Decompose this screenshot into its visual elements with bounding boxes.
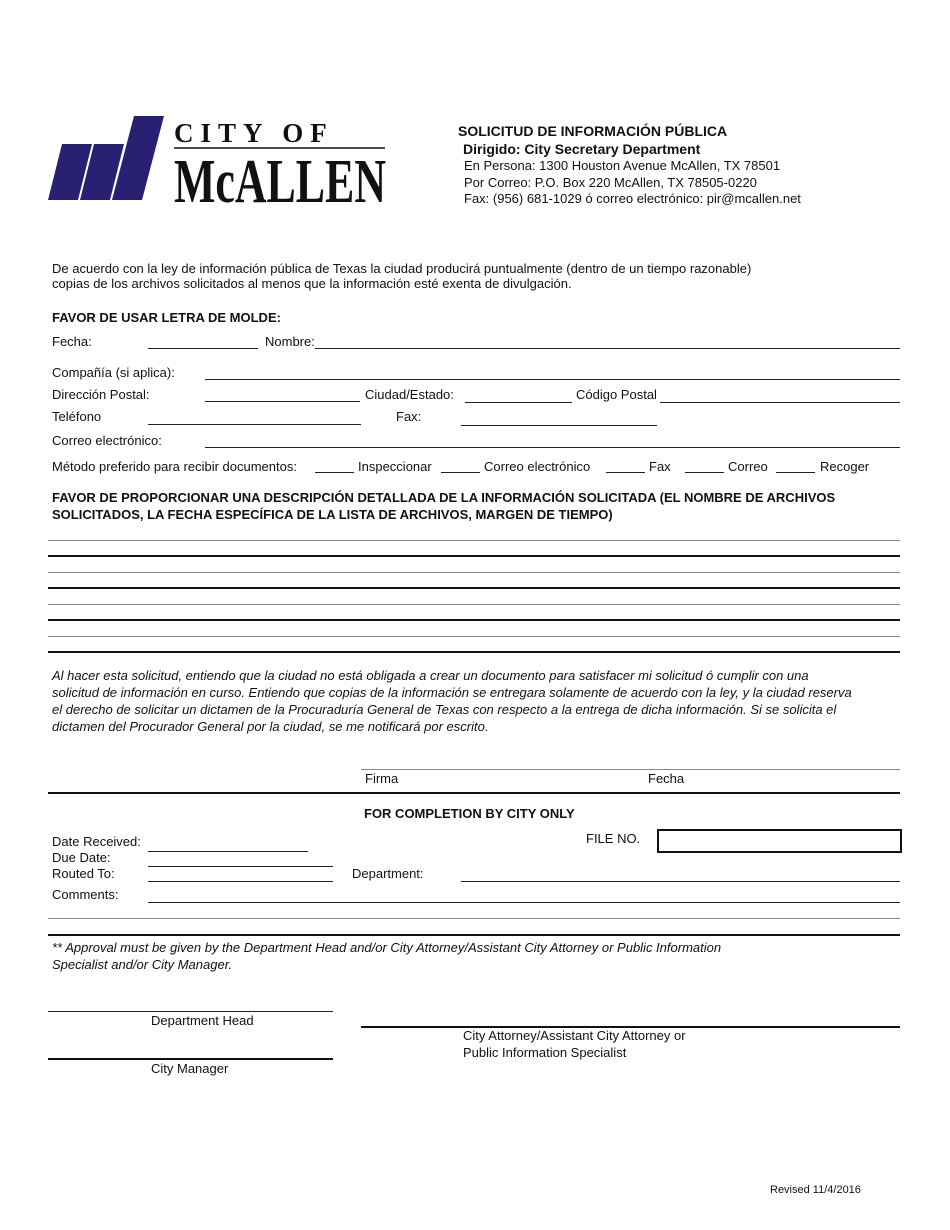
logo-text-main: McALLEN [174, 148, 386, 216]
fecha-signature-label: Fecha [648, 771, 685, 786]
option-correo: Correo [728, 459, 768, 474]
fecha-field[interactable] [148, 348, 258, 349]
nombre-label: Nombre: [265, 334, 315, 349]
in-person-address: En Persona: 1300 Houston Avenue McAllen, TX 78501 [464, 158, 781, 173]
file-no-field[interactable] [657, 829, 902, 853]
approval-note: Specialist and/or City Manager. [52, 957, 233, 972]
description-line[interactable] [48, 572, 900, 573]
routed-to-field[interactable] [148, 881, 333, 882]
city-manager-signature-field[interactable] [48, 1058, 333, 1060]
option-blank[interactable] [441, 472, 480, 473]
print-heading: FAVOR DE USAR LETRA DE MOLDE: [52, 310, 281, 325]
description-line[interactable] [48, 636, 900, 637]
ciudad-field[interactable] [465, 402, 572, 403]
file-no-label: FILE NO. [586, 831, 641, 846]
option-blank[interactable] [606, 472, 645, 473]
approval-note: ** Approval must be given by the Department Head and/or City Attorney/Assistant City Attorney or Public Information [52, 940, 722, 955]
fax-label: Fax: [396, 409, 422, 424]
option-recoger: Recoger [820, 459, 870, 474]
mail-address: Por Correo: P.O. Box 220 McAllen, TX 78505-0220 [464, 175, 757, 190]
correo-label: Correo electrónico: [52, 433, 162, 448]
compania-field[interactable] [205, 379, 900, 380]
codigo-field[interactable] [660, 402, 900, 403]
description-line[interactable] [48, 651, 900, 653]
description-line[interactable] [48, 604, 900, 605]
directed-to: Dirigido: City Secretary Department [463, 141, 701, 157]
firma-label: Firma [365, 771, 399, 786]
date-received-label: Date Received: [52, 834, 141, 849]
option-correo-electronico: Correo electrónico [484, 459, 591, 474]
ciudad-label: Ciudad/Estado: [365, 387, 454, 402]
dept-head-label: Department Head [151, 1013, 254, 1028]
description-line[interactable] [48, 555, 900, 557]
city-only-heading: FOR COMPLETION BY CITY ONLY [364, 806, 575, 821]
description-heading: SOLICITADOS, LA FECHA ESPECÍFICA DE LA LISTA DE ARCHIVOS, MARGEN DE TIEMPO) [52, 507, 613, 522]
routed-to-label: Routed To: [52, 866, 115, 881]
form-title: SOLICITUD DE INFORMACIÓN PÚBLICA [458, 123, 728, 139]
department-field[interactable] [461, 881, 900, 882]
intro-line: copias de los archivos solicitados al menos que la información esté exenta de divulgación. [52, 276, 572, 291]
department-label: Department: [352, 866, 424, 881]
fax-field[interactable] [461, 425, 657, 426]
date-received-field[interactable] [148, 851, 308, 852]
description-line[interactable] [48, 540, 900, 541]
dept-head-signature-field[interactable] [48, 1011, 333, 1012]
disclaimer-line: solicitud de información en curso. Entiendo que copias de la información se entregara solamente de acuerdo con la ley, y la ciudad reserva [52, 685, 852, 700]
intro-line: De acuerdo con la ley de información pública de Texas la ciudad producirá puntualmente (dentro de un tiempo razonable) [52, 261, 752, 276]
divider [48, 792, 900, 794]
option-fax: Fax [649, 459, 671, 474]
direccion-label: Dirección Postal: [52, 387, 150, 402]
description-heading: FAVOR DE PROPORCIONAR UNA DESCRIPCIÓN DETALLADA DE LA INFORMACIÓN SOLICITADA (EL NOMBRE DE ARCHIVOS [52, 490, 836, 505]
revised-date: Revised 11/4/2016 [770, 1184, 861, 1196]
comments-label: Comments: [52, 887, 119, 902]
divider [48, 934, 900, 936]
due-date-label: Due Date: [52, 850, 111, 865]
fax-email: Fax: (956) 681-1029 ó correo electrónico: pir@mcallen.net [464, 191, 801, 206]
description-line[interactable] [48, 619, 900, 621]
comments-line[interactable] [48, 918, 900, 919]
disclaimer-line: Al hacer esta solicitud, entiendo que la ciudad no está obligada a crear un documento para satisfacer mi solicitud ó cumplir con una [52, 668, 809, 683]
metodo-label: Método preferido para recibir documentos: [52, 459, 297, 474]
description-line[interactable] [48, 587, 900, 589]
disclaimer-line: el derecho de solicitar un dictamen de la Procuraduría General de Texas con respecto a la entrega de dicha información. Si se solicita el [52, 702, 837, 717]
disclaimer-line: dictamen del Procurador General por la ciudad, se me notificará por escrito. [52, 719, 489, 734]
logo-text-top: CITY OF [174, 118, 334, 148]
option-blank[interactable] [685, 472, 724, 473]
telefono-label: Teléfono [52, 409, 102, 424]
option-blank[interactable] [315, 472, 354, 473]
option-blank[interactable] [776, 472, 815, 473]
city-manager-label: City Manager [151, 1061, 229, 1076]
direccion-field[interactable] [205, 401, 360, 402]
city-of-mcallen-logo [48, 112, 388, 216]
fecha-label: Fecha: [52, 334, 92, 349]
due-date-field[interactable] [148, 866, 333, 867]
compania-label: Compañía (si aplica): [52, 365, 175, 380]
signature-field[interactable] [361, 769, 900, 770]
comments-field[interactable] [148, 902, 900, 903]
correo-field[interactable] [205, 447, 900, 448]
attorney-label: City Attorney/Assistant City Attorney or [463, 1028, 686, 1043]
telefono-field[interactable] [148, 424, 361, 425]
nombre-field[interactable] [315, 348, 900, 349]
attorney-label: Public Information Specialist [463, 1045, 627, 1060]
codigo-label: Código Postal [576, 387, 657, 402]
option-inspeccionar: Inspeccionar [358, 459, 432, 474]
